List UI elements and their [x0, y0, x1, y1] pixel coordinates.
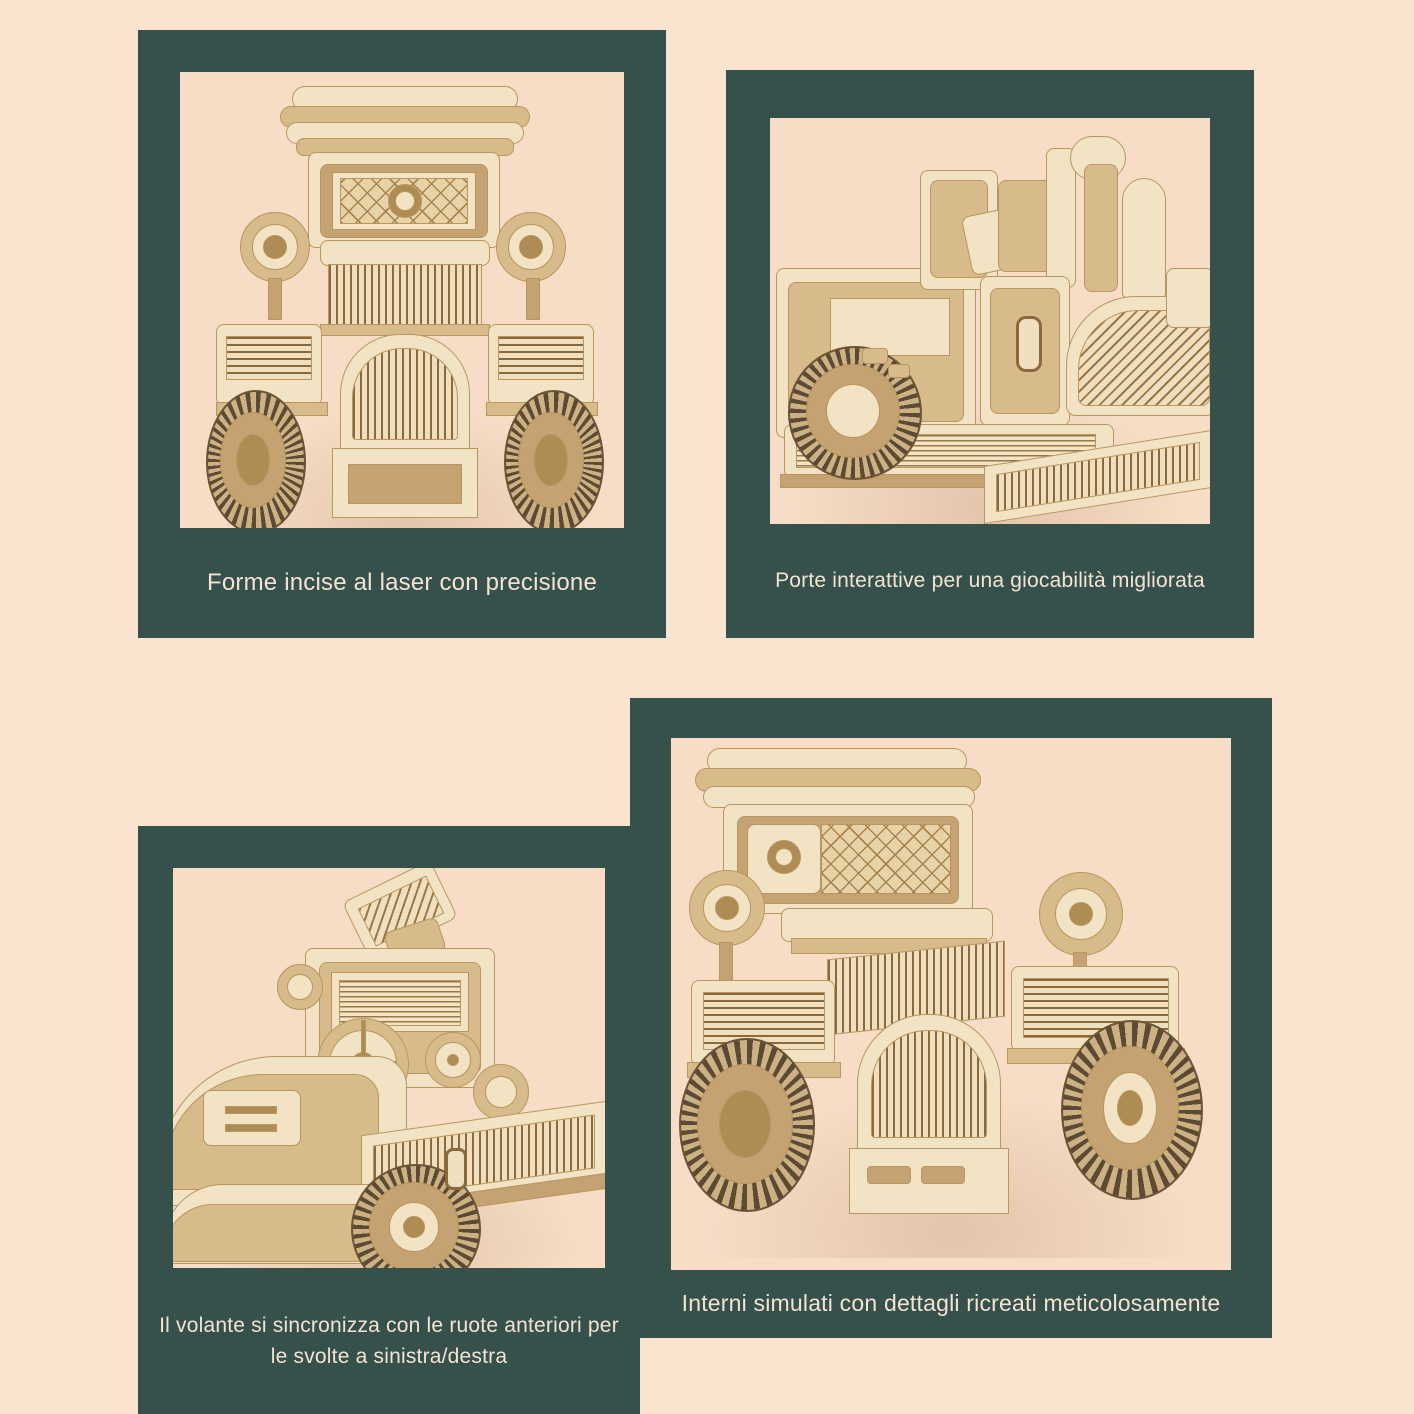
photo-steering-wheel: [173, 868, 605, 1268]
feature-card-laser: [138, 30, 666, 638]
photo-front-view: [180, 72, 624, 528]
caption-laser: Forme incise al laser con precisione: [206, 568, 598, 596]
caption-interior: Interni simulati con dettagli ricreati meticolosamente: [681, 1290, 1221, 1317]
caption-doors: Porte interattive per una giocabilità migliorata: [775, 568, 1205, 592]
feature-card-interior: [630, 698, 1272, 1338]
caption-steering: Il volante si sincronizza con le ruote anteriori per le svolte a sinistra/destra: [159, 1313, 619, 1368]
feature-card-steering: [138, 826, 640, 1414]
feature-card-doors: [726, 70, 1254, 638]
photo-simulated-interior: [671, 738, 1231, 1270]
photo-interactive-doors: [770, 118, 1210, 524]
